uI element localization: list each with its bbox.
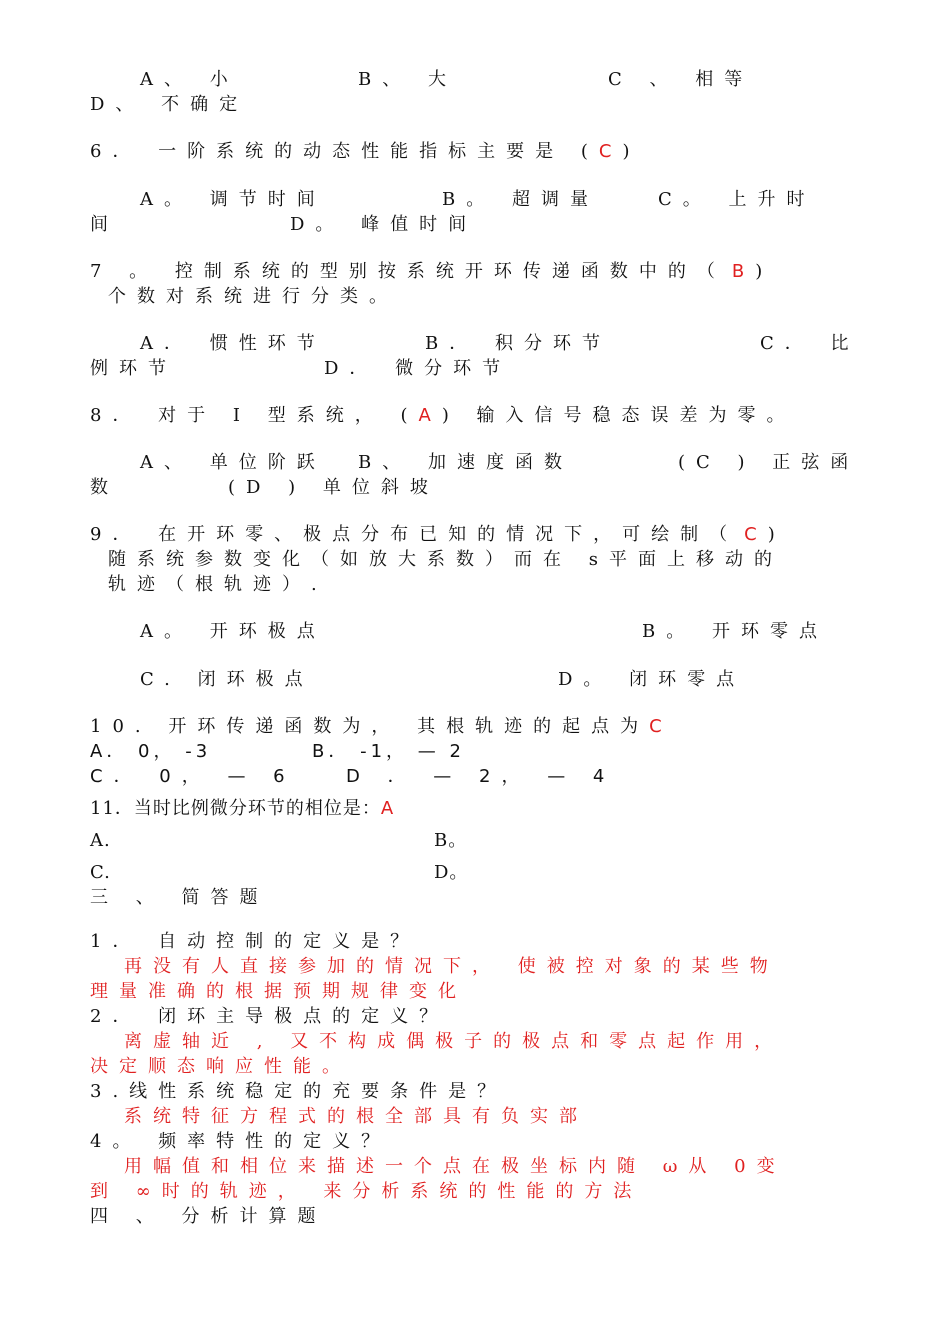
q10-option-b: B． -1， — 2 <box>312 741 465 762</box>
q7-stem: 7 。 控制系统的型别按系统开环传递函数中的（ B) <box>90 261 774 282</box>
q6-option-d: D。 峰值时间 <box>290 214 478 235</box>
q7-option-b: B． 积分环节 <box>425 333 611 354</box>
q11-option-a: A. <box>90 830 111 851</box>
q8-stem: 8． 对于 I 型系统， (A) 输入信号稳态误差为零。 <box>90 405 796 426</box>
q11-option-c: C. <box>90 862 111 883</box>
q11-stem: 11．当时比例微分环节的相位是：A <box>90 798 395 819</box>
q5-option-a: A、 小 <box>140 69 239 90</box>
q5-option-b: B、 大 <box>358 69 457 90</box>
q11-answer: A <box>380 798 395 819</box>
s3-answer-4-line1: 用幅值和相位来描述一个点在极坐标内随 ω从 0变 <box>124 1156 786 1177</box>
q6-option-c-continued: 间 <box>90 214 119 235</box>
q9-stem-line3: 轨迹（根轨迹）. <box>108 574 328 595</box>
q8-option-b: B、 加速度函数 <box>358 452 573 473</box>
q9-answer: C <box>744 524 768 545</box>
q7-option-c: C． 比 <box>760 333 860 354</box>
q6-option-a: A。 调节时间 <box>140 189 326 210</box>
s3-answer-1-line2: 理量准确的根据预期规律变化 <box>90 981 467 1002</box>
q9-option-c: C. 闭环极点 <box>140 669 314 690</box>
q7-stem-continued: 个数对系统进行分类。 <box>108 286 398 307</box>
s3-question-3: 3.线性系统稳定的充要条件是？ <box>90 1081 507 1102</box>
q9-stem-line2: 随系统参数变化（如放大系数）而在 s平面上移动的 <box>108 549 783 570</box>
q11-option-d: D。 <box>434 862 469 883</box>
s3-answer-2-line1: 离虚轴近 , 又不构成偶极子的极点和零点起作用， <box>124 1031 784 1052</box>
q8-option-c-continued: 数 <box>90 477 119 498</box>
q9-option-b: B。 开环零点 <box>642 621 828 642</box>
q8-answer: A <box>418 405 442 426</box>
q9-option-a: A。 开环极点 <box>140 621 326 642</box>
s3-answer-2-line2: 决定顺态响应性能。 <box>90 1056 351 1077</box>
q9-option-d: D。 闭环零点 <box>558 669 746 690</box>
q6-option-b: B。 超调量 <box>442 189 599 210</box>
s3-question-4: 4。 频率特性的定义？ <box>90 1131 391 1152</box>
s3-question-2: 2． 闭环主导极点的定义？ <box>90 1006 449 1027</box>
section4-heading: 四 、 分析计算题 <box>90 1206 327 1227</box>
q8-option-d: (D ) 单位斜坡 <box>228 477 439 498</box>
q6-stem: 6． 一阶系统的动态性能指标主要是 (C) <box>90 141 641 162</box>
q5-option-c: C 、 相等 <box>608 69 754 90</box>
q10-answer: C <box>649 716 673 737</box>
q8-option-c: (C ) 正弦函 <box>678 452 860 473</box>
s3-answer-4-line2: 到 ∞时的轨迹， 来分析系统的性能的方法 <box>90 1181 643 1202</box>
q10-option-d: D ． — 2， — 4 <box>346 766 616 787</box>
q7-answer: B <box>731 261 756 282</box>
s3-question-1: 1． 自动控制的定义是？ <box>90 931 420 952</box>
q6-option-c: C。 上升时 <box>658 189 816 210</box>
q7-option-c-continued: 例环节 <box>90 358 177 379</box>
q10-stem: 10. 开环传递函数为， 其根轨迹的起点为C <box>90 716 673 737</box>
q8-option-a: A、 单位阶跃 <box>140 452 326 473</box>
s3-answer-3: 系统特征方程式的根全部具有负实部 <box>124 1106 588 1127</box>
q5-option-d: D、 不确定 <box>90 94 249 115</box>
s3-answer-1-line1: 再没有人直接参加的情况下， 使被控对象的某些物 <box>124 956 779 977</box>
q10-option-a: A． 0， -3 <box>90 741 212 762</box>
q7-option-d: D． 微分环节 <box>324 358 512 379</box>
q10-option-c: C． 0， — 6 <box>90 766 296 787</box>
section3-heading: 三 、 简答题 <box>90 887 269 908</box>
q6-answer: C <box>598 141 623 162</box>
q11-option-b: B。 <box>434 830 468 851</box>
q9-stem: 9． 在开环零、极点分布已知的情况下，可绘制（ C) <box>90 524 786 545</box>
q7-option-a: A． 惯性环节 <box>140 333 326 354</box>
